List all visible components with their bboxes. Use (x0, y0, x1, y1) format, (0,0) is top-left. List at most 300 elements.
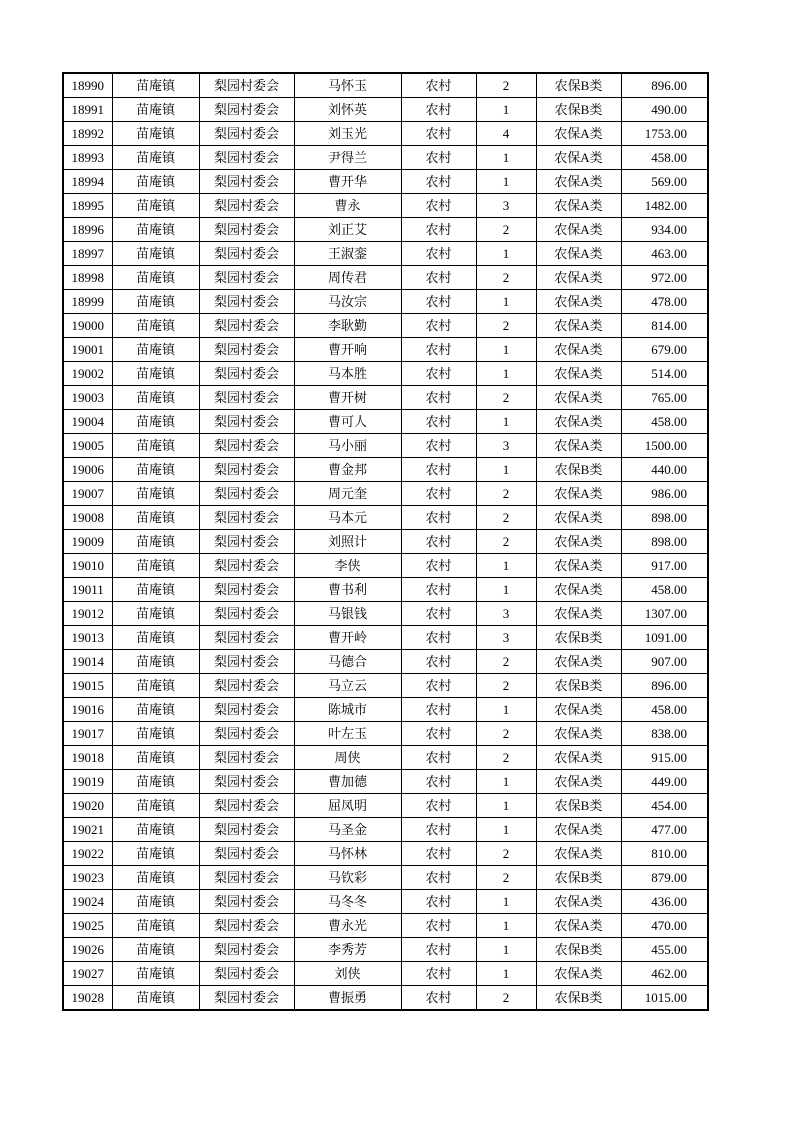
cell-insurance-type: 农保A类 (536, 290, 621, 314)
cell-amount: 436.00 (621, 890, 708, 914)
cell-village: 梨园村委会 (199, 938, 294, 962)
cell-amount: 907.00 (621, 650, 708, 674)
cell-name: 马小丽 (294, 434, 401, 458)
table-row (63, 266, 708, 290)
cell-town: 苗庵镇 (112, 722, 199, 746)
cell-record-id: 19002 (63, 362, 112, 386)
table-row (63, 674, 708, 698)
cell-amount: 972.00 (621, 266, 708, 290)
cell-amount: 896.00 (621, 674, 708, 698)
cell-record-id: 19011 (63, 578, 112, 602)
cell-name: 马圣金 (294, 818, 401, 842)
cell-record-id: 18990 (63, 73, 112, 98)
cell-count: 2 (476, 674, 536, 698)
cell-village: 梨园村委会 (199, 314, 294, 338)
cell-village: 梨园村委会 (199, 506, 294, 530)
cell-amount: 917.00 (621, 554, 708, 578)
cell-category: 农村 (401, 770, 476, 794)
cell-count: 2 (476, 722, 536, 746)
cell-village: 梨园村委会 (199, 914, 294, 938)
cell-village: 梨园村委会 (199, 746, 294, 770)
cell-town: 苗庵镇 (112, 482, 199, 506)
cell-insurance-type: 农保B类 (536, 986, 621, 1011)
cell-category: 农村 (401, 170, 476, 194)
cell-town: 苗庵镇 (112, 434, 199, 458)
cell-count: 1 (476, 698, 536, 722)
cell-category: 农村 (401, 314, 476, 338)
cell-amount: 470.00 (621, 914, 708, 938)
cell-amount: 915.00 (621, 746, 708, 770)
cell-insurance-type: 农保A类 (536, 722, 621, 746)
cell-count: 3 (476, 434, 536, 458)
cell-record-id: 18995 (63, 194, 112, 218)
cell-name: 陈城市 (294, 698, 401, 722)
cell-amount: 898.00 (621, 530, 708, 554)
table-body (63, 73, 708, 1010)
cell-record-id: 19010 (63, 554, 112, 578)
cell-category: 农村 (401, 458, 476, 482)
cell-category: 农村 (401, 506, 476, 530)
cell-name: 曹永 (294, 194, 401, 218)
cell-name: 曹开岭 (294, 626, 401, 650)
cell-insurance-type: 农保A类 (536, 770, 621, 794)
cell-town: 苗庵镇 (112, 578, 199, 602)
cell-category: 农村 (401, 338, 476, 362)
cell-village: 梨园村委会 (199, 98, 294, 122)
cell-category: 农村 (401, 890, 476, 914)
cell-village: 梨园村委会 (199, 410, 294, 434)
cell-town: 苗庵镇 (112, 338, 199, 362)
cell-count: 1 (476, 578, 536, 602)
cell-name: 周传君 (294, 266, 401, 290)
cell-record-id: 19007 (63, 482, 112, 506)
cell-amount: 463.00 (621, 242, 708, 266)
cell-count: 1 (476, 914, 536, 938)
table-row (63, 602, 708, 626)
table-row (63, 338, 708, 362)
cell-count: 2 (476, 314, 536, 338)
cell-category: 农村 (401, 146, 476, 170)
cell-record-id: 19003 (63, 386, 112, 410)
cell-record-id: 19027 (63, 962, 112, 986)
cell-name: 马德合 (294, 650, 401, 674)
cell-village: 梨园村委会 (199, 290, 294, 314)
cell-category: 农村 (401, 842, 476, 866)
cell-insurance-type: 农保B类 (536, 794, 621, 818)
cell-town: 苗庵镇 (112, 962, 199, 986)
cell-amount: 458.00 (621, 578, 708, 602)
cell-insurance-type: 农保A类 (536, 362, 621, 386)
cell-count: 1 (476, 794, 536, 818)
cell-count: 2 (476, 218, 536, 242)
cell-count: 2 (476, 650, 536, 674)
cell-name: 屈凤明 (294, 794, 401, 818)
cell-village: 梨园村委会 (199, 482, 294, 506)
table-row (63, 770, 708, 794)
cell-record-id: 19025 (63, 914, 112, 938)
cell-record-id: 18999 (63, 290, 112, 314)
cell-name: 曹书利 (294, 578, 401, 602)
cell-category: 农村 (401, 194, 476, 218)
table-row (63, 170, 708, 194)
cell-name: 曹加德 (294, 770, 401, 794)
cell-insurance-type: 农保A类 (536, 386, 621, 410)
cell-village: 梨园村委会 (199, 890, 294, 914)
cell-record-id: 19020 (63, 794, 112, 818)
cell-name: 马怀林 (294, 842, 401, 866)
table-row (63, 362, 708, 386)
cell-town: 苗庵镇 (112, 458, 199, 482)
cell-insurance-type: 农保A类 (536, 818, 621, 842)
cell-name: 曹永光 (294, 914, 401, 938)
cell-amount: 1753.00 (621, 122, 708, 146)
cell-amount: 934.00 (621, 218, 708, 242)
cell-village: 梨园村委会 (199, 674, 294, 698)
cell-record-id: 19001 (63, 338, 112, 362)
cell-town: 苗庵镇 (112, 506, 199, 530)
cell-name: 刘侠 (294, 962, 401, 986)
table-row (63, 962, 708, 986)
cell-record-id: 18991 (63, 98, 112, 122)
cell-category: 农村 (401, 938, 476, 962)
cell-town: 苗庵镇 (112, 530, 199, 554)
cell-town: 苗庵镇 (112, 266, 199, 290)
cell-town: 苗庵镇 (112, 122, 199, 146)
cell-insurance-type: 农保A类 (536, 914, 621, 938)
cell-record-id: 19016 (63, 698, 112, 722)
cell-record-id: 19008 (63, 506, 112, 530)
cell-insurance-type: 农保A类 (536, 890, 621, 914)
cell-town: 苗庵镇 (112, 818, 199, 842)
cell-amount: 478.00 (621, 290, 708, 314)
cell-category: 农村 (401, 242, 476, 266)
cell-insurance-type: 农保A类 (536, 170, 621, 194)
table-row (63, 386, 708, 410)
cell-insurance-type: 农保A类 (536, 482, 621, 506)
cell-village: 梨园村委会 (199, 962, 294, 986)
cell-village: 梨园村委会 (199, 554, 294, 578)
cell-amount: 440.00 (621, 458, 708, 482)
cell-name: 曹开树 (294, 386, 401, 410)
cell-count: 3 (476, 602, 536, 626)
cell-insurance-type: 农保A类 (536, 746, 621, 770)
cell-count: 1 (476, 962, 536, 986)
cell-town: 苗庵镇 (112, 698, 199, 722)
cell-amount: 679.00 (621, 338, 708, 362)
cell-name: 曹金邦 (294, 458, 401, 482)
cell-record-id: 19006 (63, 458, 112, 482)
cell-record-id: 19019 (63, 770, 112, 794)
cell-count: 2 (476, 386, 536, 410)
table-row (63, 194, 708, 218)
cell-town: 苗庵镇 (112, 554, 199, 578)
cell-village: 梨园村委会 (199, 338, 294, 362)
cell-record-id: 18998 (63, 266, 112, 290)
cell-category: 农村 (401, 290, 476, 314)
cell-category: 农村 (401, 410, 476, 434)
cell-village: 梨园村委会 (199, 818, 294, 842)
cell-amount: 838.00 (621, 722, 708, 746)
cell-name: 马立云 (294, 674, 401, 698)
cell-count: 2 (476, 73, 536, 98)
cell-town: 苗庵镇 (112, 602, 199, 626)
cell-insurance-type: 农保A类 (536, 410, 621, 434)
cell-insurance-type: 农保A类 (536, 506, 621, 530)
cell-name: 李秀芳 (294, 938, 401, 962)
cell-name: 王淑銮 (294, 242, 401, 266)
cell-name: 马银钱 (294, 602, 401, 626)
cell-town: 苗庵镇 (112, 626, 199, 650)
cell-town: 苗庵镇 (112, 218, 199, 242)
cell-insurance-type: 农保A类 (536, 194, 621, 218)
cell-category: 农村 (401, 986, 476, 1011)
cell-amount: 455.00 (621, 938, 708, 962)
cell-amount: 569.00 (621, 170, 708, 194)
cell-insurance-type: 农保A类 (536, 578, 621, 602)
cell-amount: 810.00 (621, 842, 708, 866)
cell-count: 1 (476, 290, 536, 314)
table-row (63, 626, 708, 650)
cell-amount: 1500.00 (621, 434, 708, 458)
cell-record-id: 19009 (63, 530, 112, 554)
cell-town: 苗庵镇 (112, 842, 199, 866)
cell-count: 3 (476, 194, 536, 218)
cell-category: 农村 (401, 746, 476, 770)
cell-insurance-type: 农保A类 (536, 650, 621, 674)
cell-count: 3 (476, 626, 536, 650)
table-row (63, 434, 708, 458)
table-row (63, 890, 708, 914)
cell-name: 曹可人 (294, 410, 401, 434)
cell-record-id: 19026 (63, 938, 112, 962)
table-row (63, 410, 708, 434)
cell-town: 苗庵镇 (112, 866, 199, 890)
cell-name: 马冬冬 (294, 890, 401, 914)
cell-village: 梨园村委会 (199, 386, 294, 410)
cell-category: 农村 (401, 98, 476, 122)
cell-category: 农村 (401, 602, 476, 626)
cell-count: 2 (476, 530, 536, 554)
cell-village: 梨园村委会 (199, 650, 294, 674)
cell-village: 梨园村委会 (199, 986, 294, 1011)
cell-insurance-type: 农保A类 (536, 146, 621, 170)
cell-town: 苗庵镇 (112, 914, 199, 938)
cell-name: 曹振勇 (294, 986, 401, 1011)
table-row (63, 698, 708, 722)
cell-record-id: 19004 (63, 410, 112, 434)
table-row (63, 938, 708, 962)
cell-category: 农村 (401, 218, 476, 242)
cell-category: 农村 (401, 530, 476, 554)
table-row (63, 866, 708, 890)
cell-count: 2 (476, 266, 536, 290)
cell-count: 4 (476, 122, 536, 146)
cell-count: 1 (476, 170, 536, 194)
cell-town: 苗庵镇 (112, 73, 199, 98)
cell-village: 梨园村委会 (199, 242, 294, 266)
cell-insurance-type: 农保A类 (536, 266, 621, 290)
cell-village: 梨园村委会 (199, 170, 294, 194)
cell-record-id: 19017 (63, 722, 112, 746)
cell-count: 1 (476, 410, 536, 434)
cell-insurance-type: 农保A类 (536, 434, 621, 458)
cell-insurance-type: 农保A类 (536, 218, 621, 242)
cell-record-id: 19012 (63, 602, 112, 626)
cell-count: 2 (476, 506, 536, 530)
table-row (63, 122, 708, 146)
cell-village: 梨园村委会 (199, 73, 294, 98)
cell-category: 农村 (401, 122, 476, 146)
benefits-roster-table (62, 72, 709, 1011)
cell-village: 梨园村委会 (199, 218, 294, 242)
cell-amount: 514.00 (621, 362, 708, 386)
table-row (63, 506, 708, 530)
cell-name: 马汝宗 (294, 290, 401, 314)
cell-insurance-type: 农保B类 (536, 73, 621, 98)
cell-record-id: 18994 (63, 170, 112, 194)
table-row (63, 914, 708, 938)
cell-name: 曹开响 (294, 338, 401, 362)
cell-category: 农村 (401, 866, 476, 890)
table-row (63, 98, 708, 122)
cell-amount: 1307.00 (621, 602, 708, 626)
cell-record-id: 19022 (63, 842, 112, 866)
cell-insurance-type: 农保A类 (536, 530, 621, 554)
cell-amount: 1482.00 (621, 194, 708, 218)
cell-insurance-type: 农保A类 (536, 842, 621, 866)
cell-town: 苗庵镇 (112, 242, 199, 266)
cell-town: 苗庵镇 (112, 674, 199, 698)
cell-town: 苗庵镇 (112, 146, 199, 170)
cell-record-id: 18997 (63, 242, 112, 266)
cell-category: 农村 (401, 962, 476, 986)
cell-category: 农村 (401, 650, 476, 674)
table-row (63, 290, 708, 314)
cell-record-id: 19021 (63, 818, 112, 842)
cell-amount: 986.00 (621, 482, 708, 506)
table-row (63, 842, 708, 866)
cell-count: 1 (476, 146, 536, 170)
table-row (63, 242, 708, 266)
table-row (63, 794, 708, 818)
cell-name: 马钦彩 (294, 866, 401, 890)
cell-insurance-type: 农保B类 (536, 938, 621, 962)
cell-count: 2 (476, 842, 536, 866)
cell-village: 梨园村委会 (199, 602, 294, 626)
cell-name: 马本元 (294, 506, 401, 530)
cell-village: 梨园村委会 (199, 266, 294, 290)
cell-insurance-type: 农保A类 (536, 554, 621, 578)
table-row (63, 146, 708, 170)
cell-insurance-type: 农保A类 (536, 314, 621, 338)
cell-amount: 765.00 (621, 386, 708, 410)
cell-name: 刘怀英 (294, 98, 401, 122)
cell-insurance-type: 农保B类 (536, 674, 621, 698)
cell-amount: 896.00 (621, 73, 708, 98)
table-row (63, 73, 708, 98)
cell-name: 刘正艾 (294, 218, 401, 242)
cell-count: 1 (476, 554, 536, 578)
cell-insurance-type: 农保B类 (536, 458, 621, 482)
cell-insurance-type: 农保A类 (536, 698, 621, 722)
cell-category: 农村 (401, 818, 476, 842)
cell-category: 农村 (401, 914, 476, 938)
cell-town: 苗庵镇 (112, 290, 199, 314)
cell-count: 1 (476, 938, 536, 962)
cell-name: 刘照计 (294, 530, 401, 554)
cell-record-id: 19005 (63, 434, 112, 458)
cell-town: 苗庵镇 (112, 314, 199, 338)
cell-town: 苗庵镇 (112, 890, 199, 914)
cell-name: 周侠 (294, 746, 401, 770)
cell-town: 苗庵镇 (112, 362, 199, 386)
cell-count: 2 (476, 986, 536, 1011)
cell-amount: 1091.00 (621, 626, 708, 650)
cell-category: 农村 (401, 626, 476, 650)
cell-insurance-type: 农保B类 (536, 98, 621, 122)
table-row (63, 530, 708, 554)
cell-village: 梨园村委会 (199, 770, 294, 794)
cell-record-id: 19028 (63, 986, 112, 1011)
cell-count: 1 (476, 362, 536, 386)
cell-town: 苗庵镇 (112, 650, 199, 674)
cell-name: 尹得兰 (294, 146, 401, 170)
cell-name: 周元奎 (294, 482, 401, 506)
cell-category: 农村 (401, 386, 476, 410)
cell-record-id: 19024 (63, 890, 112, 914)
cell-village: 梨园村委会 (199, 794, 294, 818)
cell-category: 农村 (401, 482, 476, 506)
cell-insurance-type: 农保A类 (536, 962, 621, 986)
cell-village: 梨园村委会 (199, 842, 294, 866)
cell-count: 2 (476, 482, 536, 506)
cell-village: 梨园村委会 (199, 866, 294, 890)
table-row (63, 818, 708, 842)
cell-town: 苗庵镇 (112, 170, 199, 194)
cell-count: 1 (476, 242, 536, 266)
cell-village: 梨园村委会 (199, 146, 294, 170)
cell-village: 梨园村委会 (199, 578, 294, 602)
cell-count: 2 (476, 746, 536, 770)
cell-amount: 458.00 (621, 698, 708, 722)
cell-category: 农村 (401, 554, 476, 578)
cell-amount: 458.00 (621, 146, 708, 170)
cell-town: 苗庵镇 (112, 194, 199, 218)
cell-record-id: 18992 (63, 122, 112, 146)
cell-record-id: 19018 (63, 746, 112, 770)
cell-count: 2 (476, 866, 536, 890)
cell-category: 农村 (401, 578, 476, 602)
cell-town: 苗庵镇 (112, 386, 199, 410)
cell-category: 农村 (401, 674, 476, 698)
cell-amount: 458.00 (621, 410, 708, 434)
cell-insurance-type: 农保A类 (536, 602, 621, 626)
cell-name: 刘玉光 (294, 122, 401, 146)
table-row (63, 986, 708, 1011)
cell-amount: 490.00 (621, 98, 708, 122)
cell-amount: 1015.00 (621, 986, 708, 1011)
cell-amount: 462.00 (621, 962, 708, 986)
cell-village: 梨园村委会 (199, 722, 294, 746)
cell-town: 苗庵镇 (112, 938, 199, 962)
cell-town: 苗庵镇 (112, 794, 199, 818)
table-row (63, 578, 708, 602)
table-row (63, 218, 708, 242)
cell-category: 农村 (401, 266, 476, 290)
cell-record-id: 19014 (63, 650, 112, 674)
cell-count: 1 (476, 338, 536, 362)
cell-count: 1 (476, 890, 536, 914)
